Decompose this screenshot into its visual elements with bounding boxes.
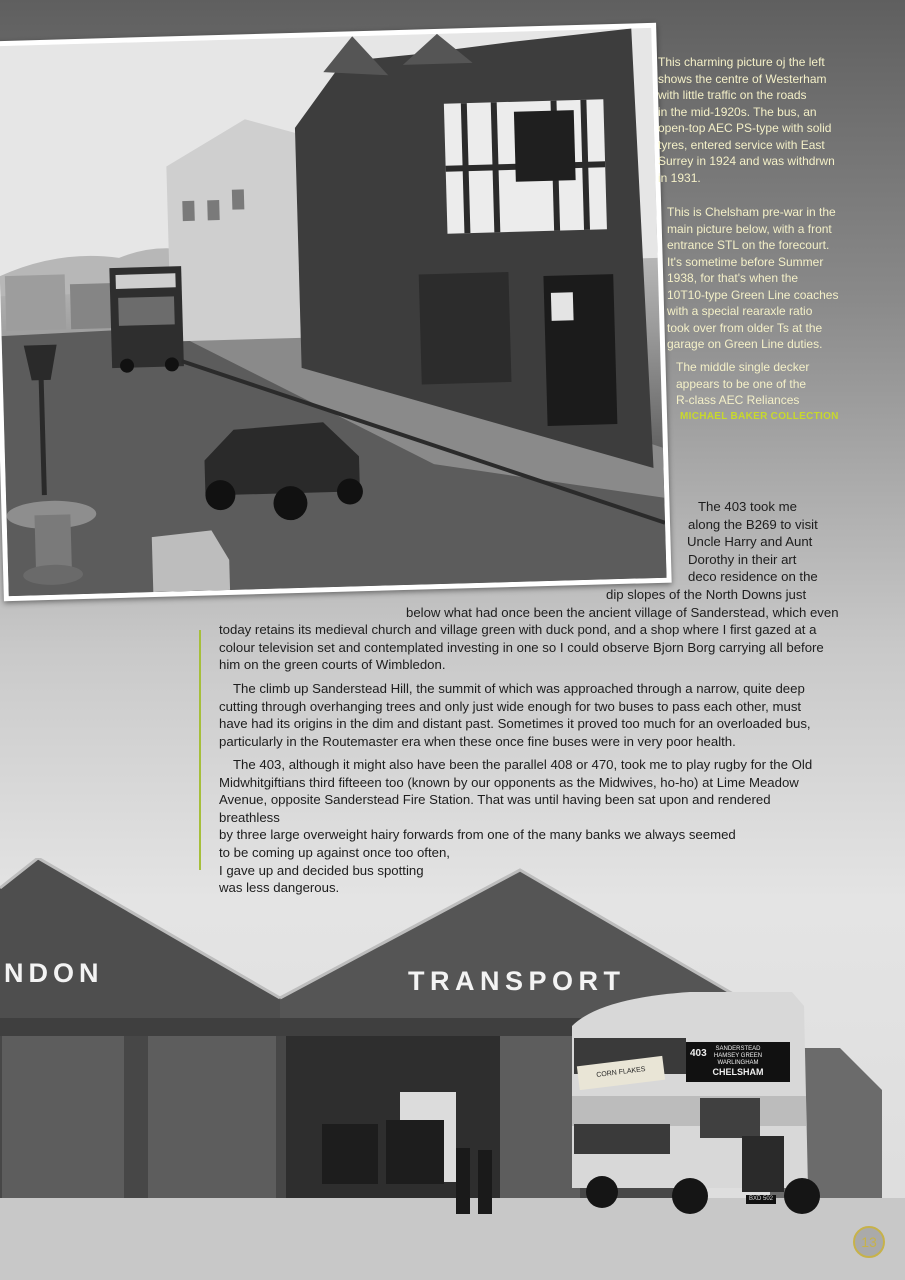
caption-chelsham: [667, 204, 867, 353]
caption-line: garage on Green Line duties.: [667, 337, 823, 351]
bus-route-number: 403: [690, 1048, 707, 1059]
caption-line: The middle single decker: [676, 360, 810, 374]
garage-sign-left: NDON: [4, 958, 104, 988]
destination-terminus: CHELSHAM: [712, 1067, 764, 1077]
text-line: was less dangerous.: [219, 880, 340, 896]
article-paragraph-2: [219, 680, 831, 750]
text-line: below what had once been the ancient village of Sanderstead, which even: [406, 604, 839, 620]
caption-line: shows the centre of Westerham: [658, 71, 827, 86]
destination-line: HAMSEY GREEN: [713, 1053, 763, 1059]
accent-rule: [199, 630, 201, 870]
caption-westerham: [658, 54, 858, 186]
caption-line: 1938, for that's when the: [667, 271, 799, 285]
text-line: colour television set and contemplated investing in one so I could observe Bjorn Borg carrying all before: [219, 639, 824, 655]
caption-line: main picture below, with a front: [667, 221, 832, 236]
caption-line: tyres, entered service with East: [658, 137, 825, 152]
text-line: Uncle Harry and Aunt: [687, 534, 813, 550]
text-line: particularly in the Routemaster era when these once fine buses were in very poor health.: [219, 733, 736, 749]
text-line: to be coming up against once too often,: [219, 844, 450, 860]
text-line: Midwhitgiftians third fifteeen too (known by our opponents as the Midwives, ho-ho) at Lime Meadow: [219, 774, 799, 790]
text-line: The 403, although it might also have been the parallel 408 or 470, took me to play rugby for the Old: [233, 757, 813, 772]
text-line: I gave up and decided bus spotting: [219, 862, 424, 878]
caption-line: 10T10-type Green Line coaches: [667, 287, 839, 302]
bus-registration-plate: BXD 502: [746, 1195, 776, 1204]
caption-line: This is Chelsham pre-war in the: [667, 205, 836, 219]
text-line: have had its origins in the dim and distant past. Sometimes it proved too much for an overloaded bus,: [219, 716, 811, 732]
caption-line: in the mid-1920s. The bus, an: [658, 104, 817, 119]
caption-line: It's sometime before Summer: [667, 254, 824, 269]
caption-line: with little traffic on the roads: [658, 88, 807, 102]
text-line: by three large overweight hairy forwards from one of the many banks we always seemed: [219, 827, 736, 843]
text-line: him on the green courts of Wimbledon.: [219, 657, 446, 673]
page-number: 13: [853, 1226, 885, 1258]
caption-line: with a special rearaxle ratio: [667, 304, 813, 318]
bus-advert: CORN FLAKES: [577, 1056, 665, 1090]
photo-credit: MICHAEL BAKER COLLECTION: [680, 411, 839, 422]
text-line: Avenue, opposite Sanderstead Fire Station. That was until having been sat upon and rendered breathless: [219, 792, 771, 825]
caption-line: Surrey in 1924 and was withdrwn: [658, 154, 835, 168]
text-line: along the B269 to visit: [688, 516, 818, 532]
text-line: dip slopes of the North Downs just: [606, 586, 807, 602]
caption-single-decker: [676, 359, 856, 409]
text-line: cutting through overhanging trees and only just wide enough for two buses to pass each other, must: [219, 698, 802, 714]
caption-line: took over from older Ts at the: [667, 320, 823, 335]
text-line: The climb up Sanderstead Hill, the summit of which was approached through a narrow, quite deep: [233, 681, 805, 696]
caption-line: in 1931.: [658, 170, 701, 185]
destination-line: SANDERSTEAD: [715, 1046, 761, 1052]
caption-line: This charming picture oj the left: [658, 55, 825, 69]
text-line: Dorothy in their art: [688, 551, 797, 567]
text-line: today retains its medieval church and village green with duck pond, and a shop where I first gazed at a: [219, 622, 817, 637]
caption-line: R-class AEC Reliances: [676, 393, 800, 407]
text-line: The 403 took me: [698, 499, 797, 514]
article-intro-wrap: [0, 498, 840, 621]
destination-line: WARLINGHAM: [717, 1060, 759, 1066]
article-paragraph-1: [219, 621, 831, 674]
caption-line: open-top AEC PS-type with solid: [658, 121, 832, 135]
text-line: deco residence on the: [688, 569, 818, 585]
garage-sign-right: TRANSPORT: [408, 966, 626, 996]
chelsham-garage-photo: [0, 858, 905, 1280]
caption-line: entrance STL on the forecourt.: [667, 238, 830, 252]
caption-line: appears to be one of the: [676, 376, 807, 391]
